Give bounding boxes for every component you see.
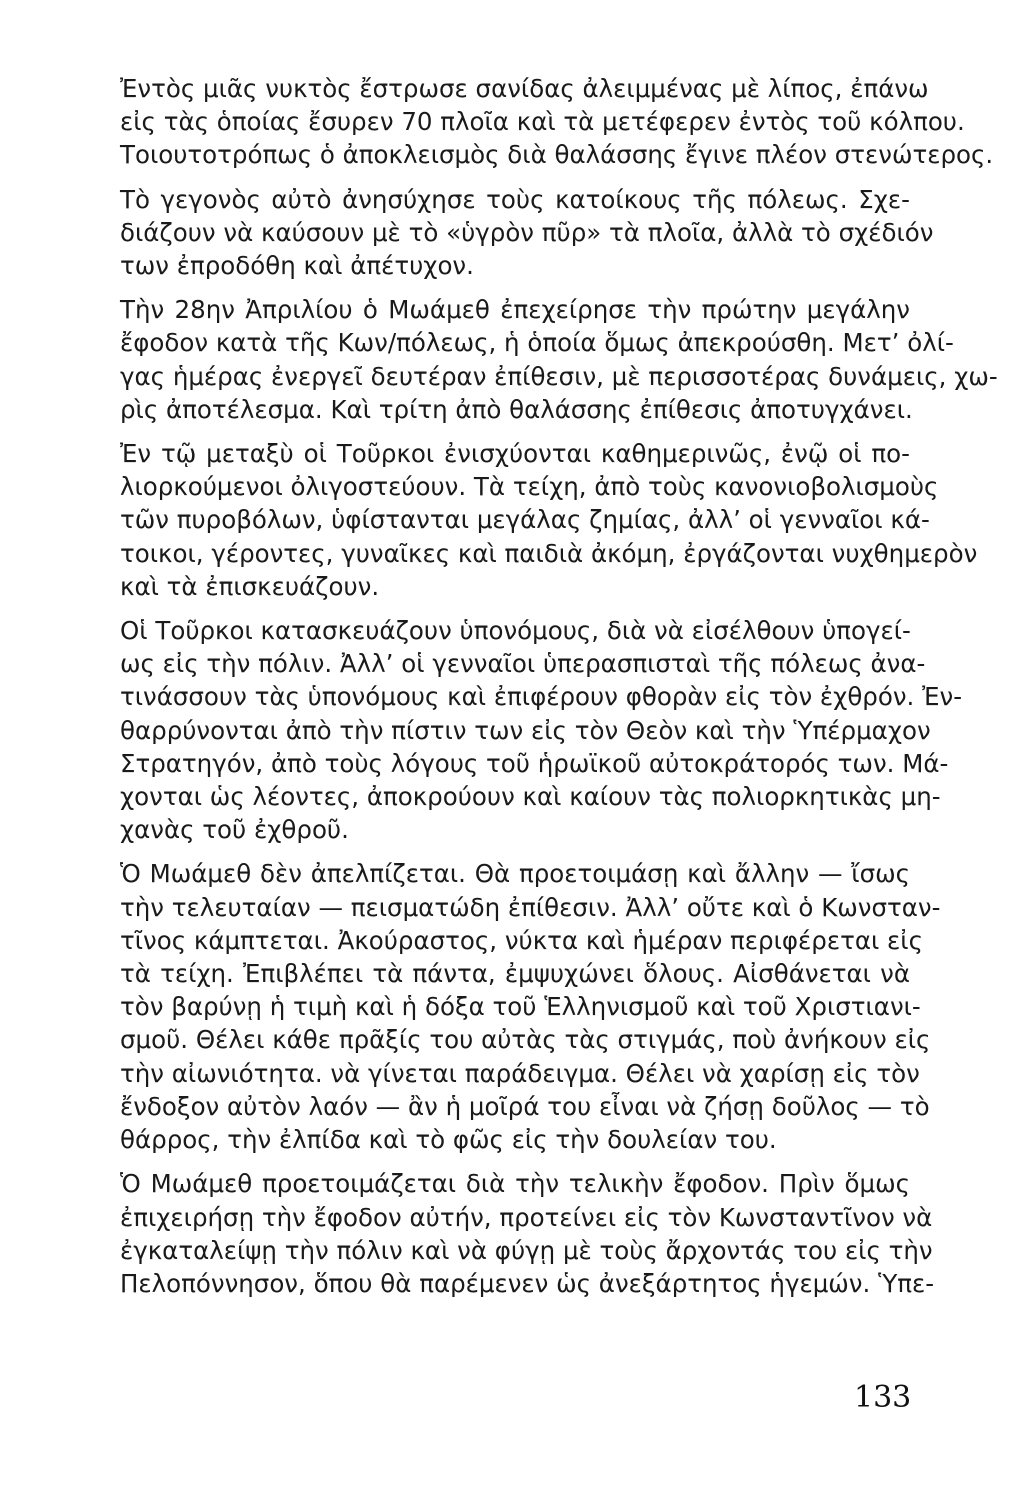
text-line: γας ἡμέρας ἐνεργεῖ δευτέραν ἐπίθεσιν, μὲ περισσοτέρας δυνάμεις, χω- [120,361,998,391]
text-line: θαρρύνονται ἀπὸ τὴν πίστιν των εἰς τὸν Θεὸν καὶ τὴν Ὑπέρμαχον [120,715,931,745]
text-line: Τὸ γεγονὸς αὐτὸ ἀνησύχησε τοὺς κατοίκους τῆς πόλεως. Σχε- [120,184,910,214]
text-line: διάζουν νὰ καύσουν μὲ τὸ «ὑγρὸν πῦρ» τὰ πλοῖα, ἀλλὰ τὸ σχέδιόν [120,217,934,247]
text-line: Οἱ Τοῦρκοι κατασκευάζουν ὑπονόμους, διὰ νὰ εἰσέλθουν ὑπογεί- [120,616,911,646]
text-line: Τὴν 28ην Ἀπριλίου ὁ Μωάμεθ ἐπεχείρησε τὴν πρώτην μεγάλην [120,295,910,325]
text-line: θάρρος, τὴν ἐλπίδα καὶ τὸ φῶς εἰς τὴν δουλείαν του. [120,1125,777,1155]
text-line: ἐπιχειρήσῃ τὴν ἔφοδον αὐτήν, προτείνει εἰς τὸν Κωνσταντῖνον νὰ [120,1202,933,1232]
text-line: ρὶς ἀποτέλεσμα. Καὶ τρίτη ἀπὸ θαλάσσης ἐπίθεσις ἀποτυγχάνει. [120,394,913,424]
text-line: τὸν βαρύνῃ ἡ τιμὴ καὶ ἡ δόξα τοῦ Ἑλληνισμοῦ καὶ τοῦ Χριστιανι- [120,992,921,1022]
text-line: ἔνδοξον αὐτὸν λαόν — ἂν ἡ μοῖρά του εἶναι νὰ ζήσῃ δοῦλος — τὸ [120,1091,930,1121]
text-line: τοικοι, γέροντες, γυναῖκες καὶ παιδιὰ ἀκόμη, ἐργάζονται νυχθημερὸν [120,538,978,568]
text-line: ἐγκαταλείψῃ τὴν πόλιν καὶ νὰ φύγῃ μὲ τοὺς ἄρχοντάς του εἰς τὴν [120,1235,933,1265]
text-line: χανὰς τοῦ ἐχθροῦ. [120,815,349,845]
text-line: Τοιουτοτρόπως ὁ ἀποκλεισμὸς διὰ θαλάσσης ἔγινε πλέον στενώτερος. [120,140,994,170]
text-line: Στρατηγόν, ἀπὸ τοὺς λόγους τοῦ ἡρωϊκοῦ αὐτοκράτορός των. Μά- [120,748,949,778]
text-line: Πελοπόννησον, ὅπου θὰ παρέμενεν ὡς ἀνεξάρτητος ἡγεμών. Ὑπε- [120,1268,935,1298]
page-number: 133 [854,1380,912,1415]
text-line: τῶν πυροβόλων, ὑφίστανται μεγάλας ζημίας, ἀλλ’ οἱ γενναῖοι κά- [120,505,930,535]
text-line: καὶ τὰ ἐπισκευάζουν. [120,571,380,601]
text-line: ἔφοδον κατὰ τῆς Κων/πόλεως, ἡ ὁποία ὅμως ἀπεκρούσθη. Μετ’ ὀλί- [120,328,954,358]
paragraph [120,183,934,283]
text-line: Ὁ Μωάμεθ δὲν ἀπελπίζεται. Θὰ προετοιμάσῃ καὶ ἄλλην — ἴσως [120,859,910,889]
text-line: λιορκούμενοι ὀλιγοστεύουν. Τὰ τείχη, ἀπὸ τοὺς κανονιοβολισμοὺς [120,472,939,502]
text-line: τὰ τείχη. Ἐπιβλέπει τὰ πάντα, ἐμψυχώνει ὅλους. Αἰσθάνεται νὰ [120,959,910,989]
text-line: Ὁ Μωάμεθ προετοιμάζεται διὰ τὴν τελικὴν ἔφοδον. Πρὶν ὅμως [120,1169,910,1199]
paragraph [120,72,994,172]
text-line: τινάσσουν τὰς ὑπονόμους καὶ ἐπιφέρουν φθορὰν εἰς τὸν ἐχθρόν. Ἐν- [120,682,963,712]
paragraph [120,1167,935,1300]
text-line: εἰς τὰς ὁποίας ἔσυρεν 70 πλοῖα καὶ τὰ μετέφερεν ἐντὸς τοῦ κόλπου. [120,107,965,137]
text-line: τὴν αἰωνιότητα. νὰ γίνεται παράδειγμα. Θέλει νὰ χαρίσῃ εἰς τὸν [120,1058,920,1088]
text-line: Ἐντὸς μιᾶς νυκτὸς ἔστρωσε σανίδας ἀλειμμένας μὲ λίπος, ἐπάνω [120,74,929,103]
text-line: τῖνος κάμπτεται. Ἀκούραστος, νύκτα καὶ ἡμέραν περιφέρεται εἰς [120,925,923,955]
paragraph [120,437,978,603]
text-line: σμοῦ. Θέλει κάθε πρᾶξίς του αὐτὰς τὰς στιγμάς, ποὺ ἀνήκουν εἰς [120,1025,931,1055]
paragraph [120,857,941,1156]
text-line: ως εἰς τὴν πόλιν. Ἀλλ’ οἱ γενναῖοι ὑπερασπισταὶ τῆς πόλεως ἀνα- [120,649,926,679]
paragraph [120,293,998,426]
body-text [120,72,998,1311]
text-line: χονται ὡς λέοντες, ἀποκρούουν καὶ καίουν τὰς πολιορκητικὰς μη- [120,782,941,812]
text-line: τὴν τελευταίαν — πεισματώδη ἐπίθεσιν. Ἀλλ’ οὔτε καὶ ὁ Κωνσταν- [120,892,941,922]
paragraph [120,614,963,846]
text-line: των ἐπροδόθη καὶ ἀπέτυχον. [120,251,474,281]
text-line: Ἐν τῷ μεταξὺ οἱ Τοῦρκοι ἐνισχύονται καθημερινῶς, ἐνῷ οἱ πο- [120,439,910,469]
